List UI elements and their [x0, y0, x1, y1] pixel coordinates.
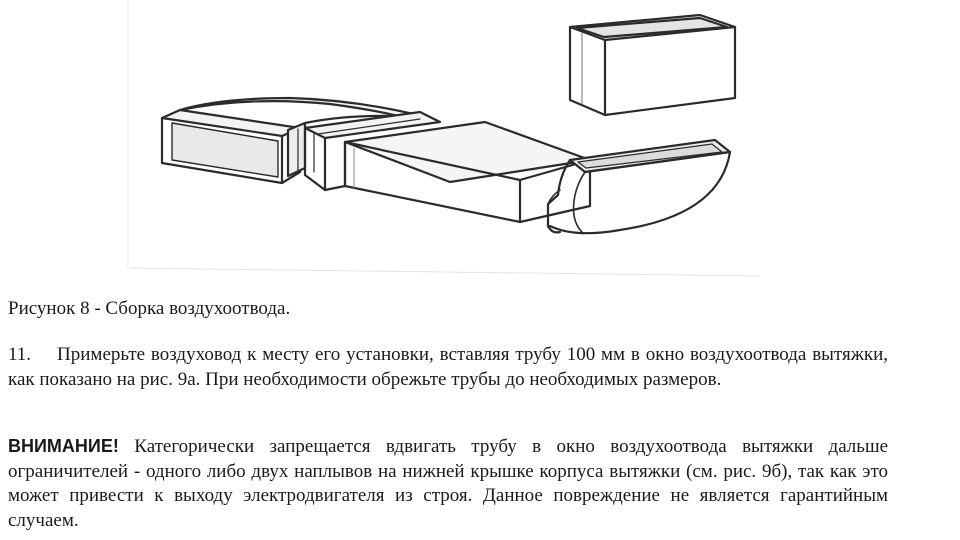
middle-box-duct: [345, 122, 590, 222]
figure-caption: Рисунок 8 - Сборка воздухоотвода.: [8, 298, 291, 319]
warning-text: Категорически запрещается вдвигать трубу в окно воздухоотвода вытяжки дальше ограничителей - одного либо двух наплывов на нижней крышке корпуса вытяжки (см. рис. 9б), так как это может привести к выходу электродвигателя из строя. Данное повреждение не является гарантийным случаем.: [8, 436, 889, 531]
warning-label: ВНИМАНИЕ!: [8, 436, 119, 456]
loose-duct-piece: [570, 15, 735, 115]
duct-assembly-drawing: [120, 0, 780, 285]
step-11-paragraph: [8, 343, 888, 392]
step-text: Примерьте воздуховод к месту его установки, вставляя трубу 100 мм в окно воздухоотвода вытяжки, как показано на рис. 9а. При необходимости обрежьте трубы до необходимых размеров.: [8, 344, 888, 390]
left-straight-duct: [162, 110, 300, 183]
step-number: 11.: [8, 344, 32, 365]
warning-paragraph: [8, 434, 888, 533]
